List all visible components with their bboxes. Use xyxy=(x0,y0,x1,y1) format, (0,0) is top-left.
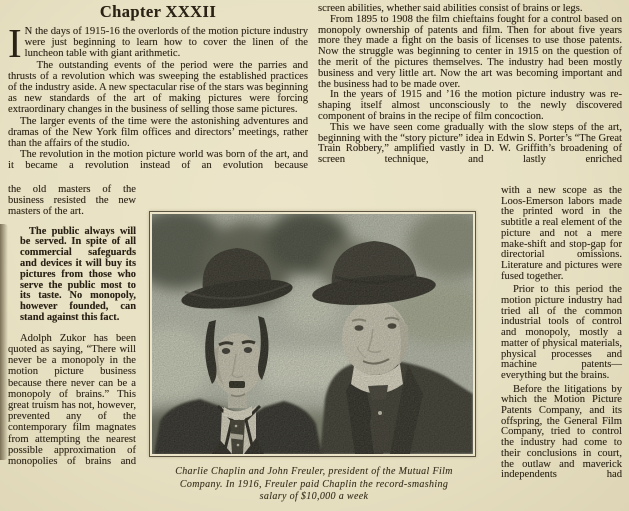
photo-frame xyxy=(149,211,476,457)
paragraph: Adolph Zukor has been quoted as saying, “There will never be a monopoly in the motion picture business because there never can be a monopoly of brains.” This great truism has not, however, prevented any of the contemporary film magnates from attempting the nearest possible approximation of monopolies of brains and xyxy=(8,332,136,468)
dropcap-initial: I xyxy=(8,20,22,66)
paragraph: From 1895 to 1908 the film chieftains fought for a control based on monopoly ownership of patents and film. Then for about five years more they made a fight on the basis of licenses to use those patents. Now the struggle was beginning to center in 1915 on the question of the merit of the pictures themselves. The industry had been mostly business and very little art. Now the art was becoming important and the business had to be made over. xyxy=(318,13,622,90)
paragraph xyxy=(8,20,308,66)
paragraph-text: N the days of 1915-16 the overlords of the motion picture industry were just beginning to learn how to cover the linen of the luncheon table with giant arithmetic. xyxy=(24,26,308,60)
left-column-upper xyxy=(8,20,308,172)
paragraph: the old masters of the business resisted the new masters of the art. xyxy=(8,184,136,218)
paragraph: Prior to this period the motion picture industry had tried all of the common industrial tools of control and monopoly, mostly a matter of physical materials, physical processes and machine patents—everything but the brains. xyxy=(501,284,622,381)
paragraph: with a new scope as the Loos-Emerson labors made the printed word in the subtitle a real element of the picture and not a mere make-shift and stop-gap for directorial omissions. Literature and pictures were fused together. xyxy=(501,185,622,282)
paragraph: This we have seen come gradually with the slow steps of the art, beginning with the “story picture” idea in Edwin S. Porter’s “The Great Train Robbery,” amplified vastly in D. W. Griffith’s broadening of screen technique, and lastly enriched xyxy=(318,121,622,166)
paragraph: screen abilities, whether said abilities consist of brains or legs. xyxy=(318,3,583,14)
paragraph: The outstanding events of the period were the parries and thrusts of a revolution which was sweeping the established practices of the industry aside. A new spectacular rise of the stars was beginning as new standards of the art of making pictures were forcing extraordinary changes in the business of selling those same pictures. xyxy=(8,59,308,116)
right-column-lower xyxy=(501,186,622,481)
pull-quote: The public always will be served. In spite of all commercial safeguards and devices it will buy its pictures from those who serve the public most to its taste. No monopoly, however founded, can stand against this fact. xyxy=(20,225,136,323)
film-grain-overlay xyxy=(152,214,473,454)
photo-caption: Charlie Chaplin and John Freuler, president of the Mutual Film Company. In 1916, Freuler paid Chaplin the record-smashing salary of $10,000 a week xyxy=(175,466,453,503)
left-column-lower xyxy=(8,184,136,467)
paragraph: The revolution in the motion picture world was born of the art, and it became a revolution instead of an evolution because xyxy=(8,149,308,172)
chapter-heading: Chapter XXXII xyxy=(99,2,217,21)
chaplin-freuler-photo xyxy=(152,214,473,454)
paragraph: The larger events of the time were the astonishing adventures and dramas of the New York film offices and directors’ meetings, rather than the affairs of the studio. xyxy=(8,115,308,150)
paragraph: Before the litigations by which the Motion Picture Patents Company, and its offspring, the General Film Company, tried to control the industry had come to their conclusions in court, the outlaw and maverick independents had xyxy=(501,383,622,481)
paragraph: In the years of 1915 and ’16 the motion picture industry was re-shaping itself almost unconsciously to the newly discovered component of brains in the recipe of film concoction. xyxy=(318,89,622,122)
page-gutter-shadow xyxy=(0,224,8,460)
right-column-upper xyxy=(318,4,622,166)
